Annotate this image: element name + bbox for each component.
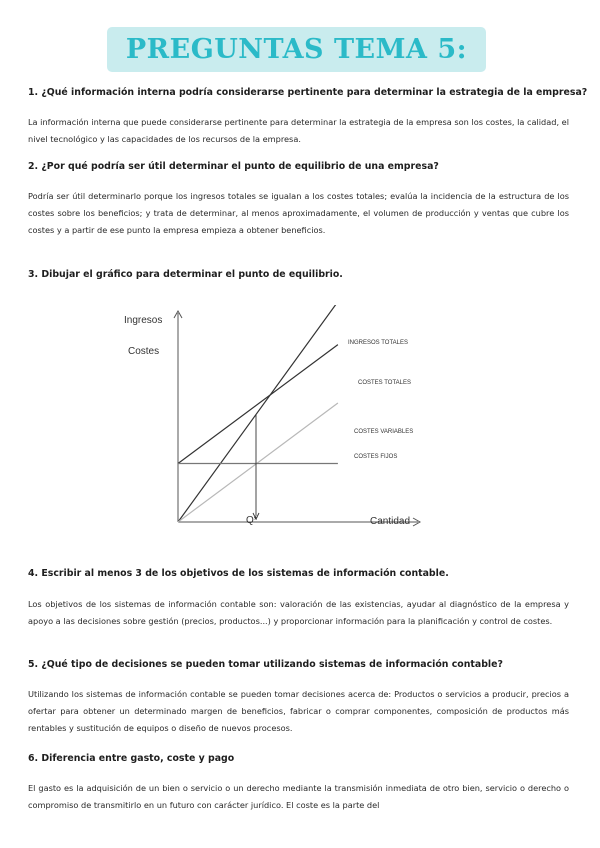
series-label-costes-fijos: COSTES FIJOS (354, 454, 398, 460)
series-label-costes-totales: COSTES TOTALES (358, 380, 412, 386)
series-line-costes-variables (178, 403, 338, 522)
question-6: 6. Diferencia entre gasto, coste y pago (28, 753, 235, 764)
question-3: 3. Dibujar el gráfico para determinar el punto de equilibrio. (28, 269, 343, 280)
series-line-ingresos-totales (178, 305, 338, 522)
series-line-costes-totales (178, 345, 338, 464)
answer-6: El gasto es la adquisición de un bien o servicio o un derecho mediante la transmisión inmediata de otro bien, servicio o derecho o compromiso de transmitirlo en un futuro con carácter jurídico. El coste es la parte del (28, 783, 569, 810)
y-axis-label-ingresos: Ingresos (124, 315, 163, 326)
answer-2: Podría ser útil determinarlo porque los ingresos totales se igualan a los costes totales; evalúa la incidencia de la estructura de los costes sobre los beneficios; y trata de determinar, al menos aproximadamente, el volumen de producción y ventas que cubre los costes y a partir de ese punto la empresa empieza a obtener beneficios. (28, 191, 569, 235)
question-1: 1. ¿Qué información interna podría considerarse pertinente para determinar la estrategia de la empresa? (28, 87, 588, 98)
y-axis-label-costes: Costes (128, 346, 160, 357)
question-2: 2. ¿Por qué podría ser útil determinar el punto de equilibrio de una empresa? (28, 161, 439, 172)
breakeven-q-label: Q* (246, 515, 258, 526)
x-axis-label: Cantidad (370, 516, 411, 527)
page-title: PREGUNTAS TEMA 5: (125, 34, 468, 65)
breakeven-chart-svg (118, 305, 430, 535)
series-label-ingresos-totales: INGRESOS TOTALES (348, 340, 409, 346)
answer-4: Los objetivos de los sistemas de información contable son: valoración de las existencias, ayudar al diagnóstico de la empresa y apoyo a las decisiones sobre gestión (precios, productos...) y proporcionar información para la planificación y control de costes. (28, 599, 569, 626)
question-5: 5. ¿Qué tipo de decisiones se pueden tomar utilizando sistemas de información contable? (28, 659, 503, 670)
answer-5: Utilizando los sistemas de información contable se pueden tomar decisiones acerca de: Productos o servicios a producir, precios a ofertar para obtener un determinado margen de beneficios, fabricar o comprar componentes, composición de productos más rentables y sustitución de equipos o diseño de nuevos procesos. (28, 689, 569, 733)
series-label-costes-variables: COSTES VARIABLES (354, 429, 414, 435)
title-banner (107, 27, 486, 72)
breakeven-chart (118, 305, 430, 535)
question-4: 4. Escribir al menos 3 de los objetivos de los sistemas de información contable. (28, 568, 449, 579)
answer-1: La información interna que puede considerarse pertinente para determinar la estrategia de la empresa son los costes, la calidad, el nivel tecnológico y las capacidades de los recursos de la empresa. (28, 117, 569, 144)
